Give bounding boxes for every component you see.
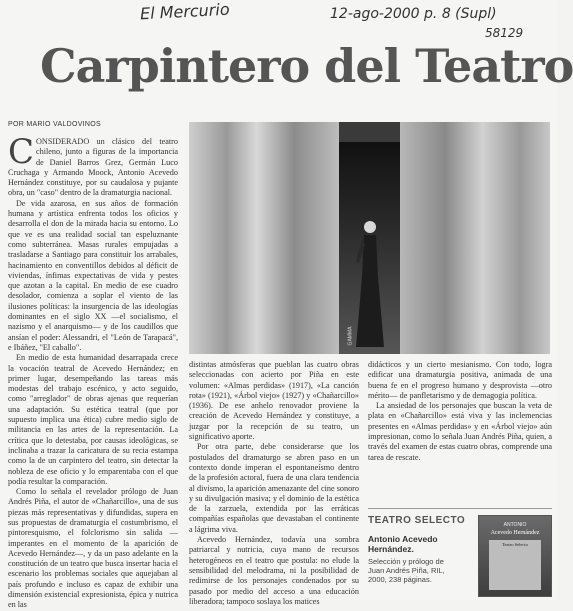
paragraph: De vida azarosa, en sus años de formación humana y artística enfrenta todos los oficios y desarrolla el don de la mirada hacia su entorno. Lo que ve es una realidad social tan espeluznante como subterránea. Masas rurales empujadas a trasladarse a Santiago para constituir los arrabales, hacinamiento en conventillos debidos al déficit de viviendas, ínfimas expectativas de vida y pestes que azotan a la capital. En medio de ese cuadro desolador, comienza a soplar el viento de las ilusiones políticas: la insurgencia de las ideologías dominantes en el siglo XX —el socialismo, el nazismo y el anarquismo— y de los caudillos que ansían el poder: Alessandri, el "León de Tarapacá", e Ibáñez, "El caballo". <box>8 198 178 352</box>
paragraph: distintas atmósferas que pueblan las cuatro obras seleccionadas con acierto por Piña en este volumen: «Almas perdidas» (1917), «La canción rota» (1921), «Árbol viejo» (1927) y «Chañarcillo» (1936). De ese anhelo renovador proviene la creación de Acevedo Hernández y constituye, a juzgar por la recepción de su teatro, un significativo aporte. <box>189 360 359 442</box>
right-curtain <box>400 122 550 354</box>
paragraph: En medio de esta humanidad desarrapada crece la vocación teatral de Acevedo Hernández; en primer lugar, desempeñando las tareas más modestas del trabajo escénico, y acto seguido, como "arreglador" de obras ajenas que requerían una adaptación. Su estética teatral (que por supuesto implica una ética) cubre medio siglo de militancia en las artes de la representación. La crítica que lo detestaba, por causas ideológicas, se inclinaba a trazar la caricatura de su recia estampa como la de un carpintero del teatro, sin detectar la nobleza de ese oficio y lo emparentaba con el que podía resultar la comparación. <box>8 353 178 486</box>
cover-subtitle: Teatro Selecto <box>489 540 541 590</box>
paragraph: Como lo señala el revelador prólogo de Juan Andrés Piña, el autor de «Chañarcillo», una de sus piezas más representativas y difundidas, supera en sus propuestas de dramaturgia el costumbrismo, el pintoresquismo, el folclorismo sin salida —imperantes en el momento de la aparición de Acevedo Hernández—, y da un paso adelante en la constitución de un teatro que busca insertar hacia el escenario los problemas sociales que aquejaban al país profundo e incluso es capaz de exhibir una dimensión existencial expresionista, épica y nutrica en las <box>8 487 178 610</box>
drop-cap: C <box>8 132 35 172</box>
box-heading: TEATRO SELECTO <box>368 515 466 526</box>
theatre-photo <box>189 122 550 354</box>
article-title: Carpintero del Teatro <box>40 39 573 93</box>
actress-silhouette <box>354 217 386 347</box>
article-column-3 <box>368 360 552 500</box>
book-cover <box>478 515 552 597</box>
paragraph: didácticos y un cierto mesianismo. Con todo, logra edificar una dramaturgia positiva, animada de una buena fe en el progreso humano y desprovista —otro mérito— de panfletarismo y de demagogia política. <box>368 360 552 400</box>
paragraph: La ansiedad de los personajes que buscan la veta de plata en «Chañarcillo» está viva y las inclemencias presentes en «Almas perdidas» y en «Árbol viejo» aún impresionan, como lo señala Juan Andrés Piña, quien, a través del examen de estas cuatro obras, comprende una tarea de rescate. <box>368 401 552 462</box>
cover-author: ANTONIO <box>503 522 527 528</box>
handwritten-date: 12-ago-2000 p. 8 (Supl) <box>330 6 497 22</box>
article-byline: POR MARIO VALDOVINOS <box>8 121 101 128</box>
paragraph: Acevedo Hernández, todavía una sombra patriarcal y nutricia, cuya mano de recursos heterogéneos en el teatro que postula: no elude la sensibilidad del melodrama, ni la posibilidad de redimirse de los personajes condenados por su pasado por medio del acceso a una educación liberadora; tampoco soslaya los matices <box>189 535 359 606</box>
paragraph: Por otra parte, debe considerarse que los postulados del dramaturgo se abren paso en un contexto donde imperan el espontaneísmo dentro de la profesión actoral, fuera de una clara tendencia al divismo, la aparición amenazante del cine sonoro y su divulgación masiva; y el dominio de la estética de la zarzuela, extendida por las erráticas compañías españolas que devastaban el continente a lágrima viva. <box>189 442 359 534</box>
handwritten-number: 58129 <box>485 26 524 40</box>
book-info-box <box>368 508 552 595</box>
handwritten-source: El Mercurio <box>139 0 231 24</box>
paragraph: ONSIDERADO un clásico del teatro chileno, junto a figuras de la importancia de Daniel Barros Grez, Germán Luco Cruchaga y Armando Moock, Antonio Acevedo Hernández constituye, por su caudalosa y pujante obra, un "caso" dentro de la dramaturgia nacional. <box>8 137 178 198</box>
article-column-2 <box>189 360 359 606</box>
photo-credit: GAMMA <box>347 326 354 346</box>
article-column-1 <box>8 132 178 610</box>
left-curtain <box>189 122 339 354</box>
cover-name: Acevedo Hernández <box>490 530 540 536</box>
book-details: Selección y prólogo de Juan Andrés Piña, RIL, 2000, 238 páginas. <box>368 557 445 584</box>
book-author: Antonio Acevedo Hernández. <box>368 534 438 554</box>
